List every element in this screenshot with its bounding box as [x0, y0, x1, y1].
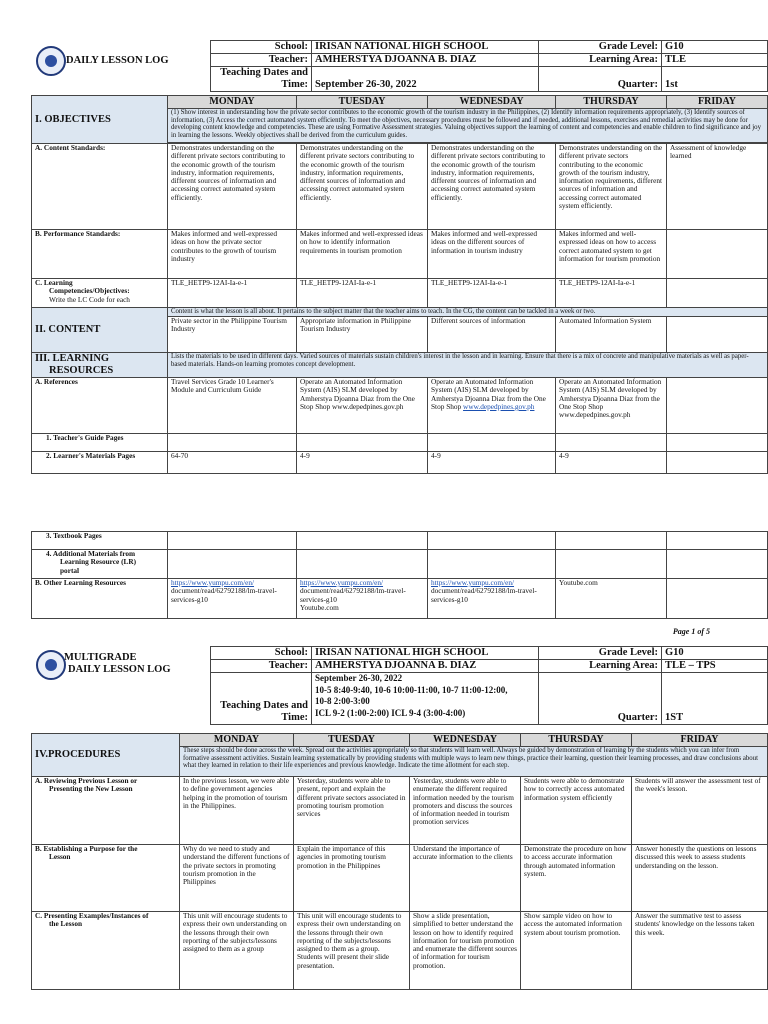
- row-label: A. Content Standards:: [32, 144, 168, 230]
- area-value: TLE – TPS: [662, 660, 768, 673]
- cell: [667, 452, 768, 474]
- cell: [168, 532, 297, 550]
- cell: Different sources of information: [428, 317, 556, 353]
- cell: [428, 532, 556, 550]
- quarter-value: 1st: [662, 67, 768, 92]
- cell: Show sample video on how to access the automated information system about tourism promotion.: [521, 912, 632, 990]
- row-label: 2. Learner's Materials Pages: [32, 452, 168, 474]
- cell: TLE_HETP9-12AI-Ia-e-1: [428, 279, 556, 308]
- cell: 4-9: [556, 452, 667, 474]
- cell: Private sector in the Philippine Tourism Industry: [168, 317, 297, 353]
- cell: Answer the summative test to assess students' knowledge on the lessons taken this week.: [632, 912, 768, 990]
- cell: [168, 550, 297, 579]
- cell: [556, 434, 667, 452]
- cell: [667, 378, 768, 434]
- cell: TLE_HETP9-12AI-Ia-e-1: [168, 279, 297, 308]
- cell: [556, 532, 667, 550]
- cell: Makes informed and well-expressed ideas on how the private sector contributes to the growth of tourism industry: [168, 230, 297, 279]
- lesson-table-resources-cont: [31, 531, 768, 619]
- row-label: A. References: [32, 378, 168, 434]
- row-label: 4. Additional Materials from Learning Resource (LR) portal: [32, 550, 168, 579]
- cell: [667, 434, 768, 452]
- cell: [667, 317, 768, 353]
- cell: [297, 532, 428, 550]
- row-label: C. Learning Competencies/Objectives: Write the LC Code for each: [32, 279, 168, 308]
- procedures-heading: IV.PROCEDURES: [32, 734, 180, 777]
- cell: This unit will encourage students to express their own understanding on the lessons through their own reporting of the subjects/lessons assigned to them as a group. Students will present their slide presentation.: [294, 912, 410, 990]
- day-header: TUESDAY: [297, 96, 428, 109]
- cell: 4-9: [428, 452, 556, 474]
- quarter-value: 1ST: [662, 673, 768, 725]
- cell: Demonstrates understanding on the different private sectors contributing to the economic growth of the tourism industry, information requirements, different sources of information and accessing correct automated system efficiently.: [168, 144, 297, 230]
- cell: Yesterday, students were able to present, report and explain the different private sectors associated in promoting tourism promotion services: [294, 777, 410, 845]
- cell: [297, 434, 428, 452]
- day-header: WEDNESDAY: [428, 96, 556, 109]
- school-value: IRISAN NATIONAL HIGH SCHOOL: [312, 647, 539, 660]
- cell: Yesterday, students were able to enumerate the different required information needed by the tourism promoters and discuss the sources of information needed in tourism promotion services: [410, 777, 521, 845]
- cell: [667, 550, 768, 579]
- cell: https://www.yumpu.com/en/ document/read/62792188/lm-travel-services-g10 Youtube.com: [297, 579, 428, 619]
- cell: https://www.yumpu.com/en/ document/read/62792188/lm-travel-services-g10: [168, 579, 297, 619]
- cell: In the previous lesson, we were able to define government agencies helping in the promotion of tourism in the Philippines.: [180, 777, 294, 845]
- cell: 64-70: [168, 452, 297, 474]
- content-note: Content is what the lesson is all about. It pertains to the subject matter that the teacher aims to teach. In the CG, the content can be tackled in a week or two.: [168, 308, 768, 317]
- day-header: WEDNESDAY: [410, 734, 521, 747]
- cell: Demonstrate the procedure on how to access accurate information through automated information system.: [521, 845, 632, 912]
- cell: [667, 532, 768, 550]
- procedures-note: These steps should be done across the week. Spread out the activities appropriately so that students will learn well. Always be guided by demonstration of learning by the students which you can infer from formative assessment activities. Sustain learning systematically by providing students with multiple ways to learn new things, practice their learning, question their learning processes, and draw conclusions about what they learned in relation to their life experiences and previous knowledge. Indicate the time allotment for each step.: [180, 747, 768, 777]
- row-label: A. Reviewing Previous Lesson or Presenting the New Lesson: [32, 777, 180, 845]
- day-header: FRIDAY: [667, 96, 768, 109]
- resources-heading: III. LEARNING RESOURCES: [32, 353, 168, 378]
- deped-seal-icon: [36, 46, 66, 76]
- day-header: THURSDAY: [556, 96, 667, 109]
- cell: TLE_HETP9-12AI-Ia-e-1: [556, 279, 667, 308]
- row-label: B. Establishing a Purpose for the Lesson: [32, 845, 180, 912]
- cell: This unit will encourage students to express their own understanding on the lessons through their own reporting of the subjects/lessons assigned to them as a group: [180, 912, 294, 990]
- cell: 4-9: [297, 452, 428, 474]
- cell: [168, 434, 297, 452]
- procedures-table: [31, 733, 768, 990]
- cell: Demonstrates understanding on the different private sectors contributing to the economic growth of the tourism industry, information requirements, different sources of information and accessing correct automated system efficiently.: [556, 144, 667, 230]
- dates-value: September 26-30, 2022 10-5 8:40-9:40, 10-6 10:00-11:00, 10-7 11:00-12:00, 10-8 2:00-3:00 ICL 9-2 (1:00-2:00) ICL 9-4 (3:00-4:00): [312, 673, 539, 725]
- header-table: School: IRISAN NATIONAL HIGH SCHOOL Grade Level: G10 Teacher: AMHERSTYA DJOANNA B. DIAZ Learning Area: TLE – TPS Teaching Dates and Time: September 26-30, 2022 10-5 8:40-9:40, 10-6 10:00-11:00, 10-7 11:00-12:00, 10-8 2:00-3:00 ICL 9-2 (1:00-2:00) ICL 9-4 (3:00-4:00) Quarter: 1ST: [210, 646, 768, 725]
- cell: Students will answer the assessment test of the week's lesson.: [632, 777, 768, 845]
- grade-value: G10: [662, 647, 768, 660]
- dates-value: September 26-30, 2022: [312, 67, 539, 92]
- cell: Appropriate information in Philippine Tourism Industry: [297, 317, 428, 353]
- day-header: TUESDAY: [294, 734, 410, 747]
- page-number: Page 1 of 5: [672, 627, 710, 636]
- cell: Demonstrates understanding on the different private sectors contributing to the economic growth of the tourism industry, information requirements, different sources of information and accessing correct automated system efficiently.: [297, 144, 428, 230]
- objectives-note: (1) Show interest in understanding how the private sector contributes to the economic growth of the tourism industry in the Philippines, (2) Identify information requirements appropriately, (3) Identify sources of information, (3) Access the correct automated system efficiently. To meet the objectives, necessary procedures must be followed and if needed, additional lessons, exercises and remedial activities may be done for developing content knowledge and competencies. These are using Formative Assessment strategies. Valuing objectives support the learning of content and competencies and enable children to find significance and joy in learning the lessons. Weekly objectives shall be derived from the curriculum guides.: [168, 109, 768, 143]
- cell: Show a slide presentation, simplified to better understand the lesson on how to identify required information for tourism promotion and enumerate the different sources of information for tourism promotion.: [410, 912, 521, 990]
- day-header: MONDAY: [168, 96, 297, 109]
- log-title: DAILY LESSON LOG: [66, 55, 169, 66]
- cell: Explain the importance of this agencies in promoting tourism promotion in the Philippines: [294, 845, 410, 912]
- cell: Youtube.com: [556, 579, 667, 619]
- row-label: C. Presenting Examples/Instances of the Lesson: [32, 912, 180, 990]
- cell: Operate an Automated Information System (AIS) SLM developed by Amherstya Djoanna Diaz from the One Stop Shop www.depedpines.gov.ph: [428, 378, 556, 434]
- cell: Operate an Automated Information System (AIS) SLM developed by Amherstya Djoanna Diaz from the One Stop Shop www.depedpines.gov.ph: [297, 378, 428, 434]
- cell: [428, 550, 556, 579]
- cell: Makes informed and well-expressed ideas on how to access correct automated system to get information for tourism promotion: [556, 230, 667, 279]
- yumpu-link[interactable]: https://www.yumpu.com/en/: [300, 578, 384, 587]
- teacher-value: AMHERSTYA DJOANNA B. DIAZ: [312, 54, 539, 67]
- yumpu-link[interactable]: https://www.yumpu.com/en/: [171, 578, 255, 587]
- objectives-heading: I. OBJECTIVES: [32, 96, 168, 144]
- cell: [556, 550, 667, 579]
- row-label: 1. Teacher's Guide Pages: [32, 434, 168, 452]
- depedpines-link[interactable]: www.depedpines.gov.ph: [463, 401, 535, 411]
- cell: Answer honestly the questions on lessons discussed this week to assess students understanding on the lesson.: [632, 845, 768, 912]
- area-value: TLE: [662, 54, 768, 67]
- deped-seal-icon: [36, 650, 66, 680]
- day-header: MONDAY: [180, 734, 294, 747]
- cell: [667, 579, 768, 619]
- row-label: B. Other Learning Resources: [32, 579, 168, 619]
- yumpu-link[interactable]: https://www.yumpu.com/en/: [431, 578, 515, 587]
- day-header: FRIDAY: [632, 734, 768, 747]
- cell: Operate an Automated Information System (AIS) SLM developed by Amherstya Djoanna Diaz from the One Stop Shop www.depedpines.gov.ph: [556, 378, 667, 434]
- day-header: THURSDAY: [521, 734, 632, 747]
- lesson-table-top: [31, 95, 768, 474]
- row-label: B. Performance Standards:: [32, 230, 168, 279]
- cell: Demonstrates understanding on the different private sectors contributing to the economic growth of the tourism industry, information requirements, different sources of information and accessing correct automated system efficiently.: [428, 144, 556, 230]
- cell: Makes informed and well-expressed ideas on the different sources of information in tourism industry: [428, 230, 556, 279]
- cell: [667, 230, 768, 279]
- school-value: IRISAN NATIONAL HIGH SCHOOL: [312, 41, 539, 54]
- cell: Understand the importance of accurate information to the clients: [410, 845, 521, 912]
- cell: Assessment of knowledge learned: [667, 144, 768, 230]
- header-table: School: IRISAN NATIONAL HIGH SCHOOL Grade Level: G10 Teacher: AMHERSTYA DJOANNA B. DIAZ Learning Area: TLE Teaching Dates and Time: September 26-30, 2022 Quarter: 1st: [210, 40, 768, 92]
- grade-value: G10: [662, 41, 768, 54]
- cell: Automated Information System: [556, 317, 667, 353]
- log-title: MULTIGRADE DAILY LESSON LOG: [64, 652, 171, 675]
- resources-note: Lists the materials to be used in different days. Varied sources of materials sustain children's interest in the lesson and in learning. Ensure that there is a mix of concrete and manipulative materials as well as paper-based materials. Hands-on learning promotes concept development.: [168, 353, 768, 378]
- cell: TLE_HETP9-12AI-Ia-e-1: [297, 279, 428, 308]
- row-label: 3. Textbook Pages: [32, 532, 168, 550]
- cell: [667, 279, 768, 308]
- teacher-value: AMHERSTYA DJOANNA B. DIAZ: [312, 660, 539, 673]
- cell: Makes informed and well-expressed ideas on how to identify information requirements in tourism promotion: [297, 230, 428, 279]
- cell: [428, 434, 556, 452]
- cell: Why do we need to study and understand the different functions of the private sectors in promoting tourism promotion in the Philippines: [180, 845, 294, 912]
- cell: Students were able to demonstrate how to correctly access automated information system efficiently: [521, 777, 632, 845]
- cell: Travel Services Grade 10 Learner's Module and Curriculum Guide: [168, 378, 297, 434]
- cell: [297, 550, 428, 579]
- cell: https://www.yumpu.com/en/ document/read/62792188/lm-travel-services-g10: [428, 579, 556, 619]
- content-heading: II. CONTENT: [32, 308, 168, 353]
